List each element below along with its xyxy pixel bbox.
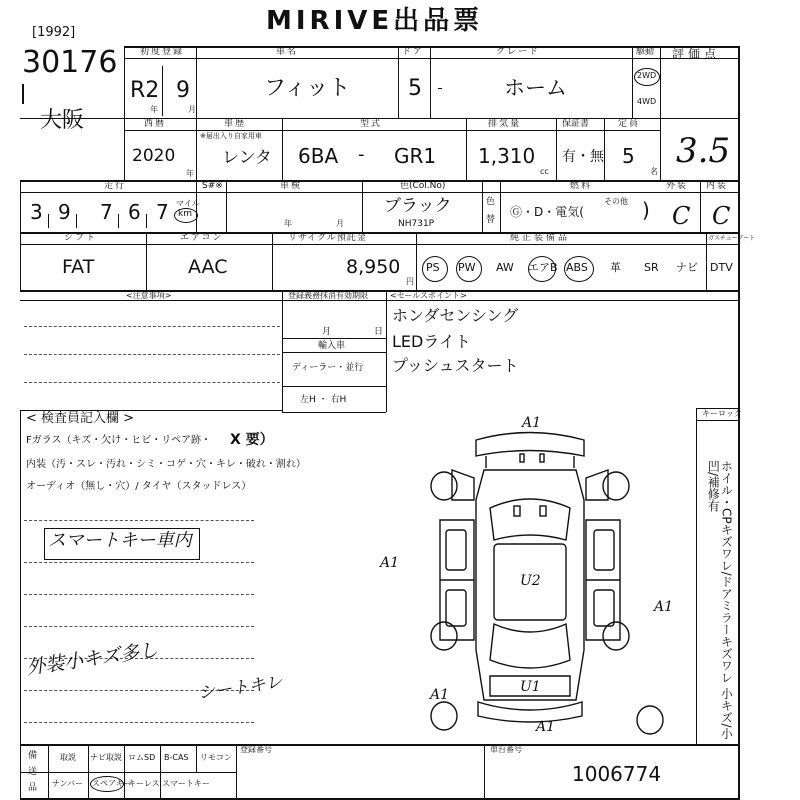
label-capacity: 定員 bbox=[618, 119, 641, 129]
mileage-digit: 7 bbox=[100, 200, 113, 224]
equipment-item: エアB bbox=[528, 261, 558, 274]
label-interior: 内装 bbox=[706, 181, 729, 191]
color-code: NH731P bbox=[398, 219, 435, 229]
reg-era: R2 bbox=[130, 78, 160, 103]
model-year-unit: 年 bbox=[186, 169, 194, 178]
inspection-interior: 内装（汚・スレ・汚れ・シミ・コゲ・穴・キレ・破れ・割れ） bbox=[26, 459, 306, 470]
label-car-name: 車名 bbox=[276, 47, 299, 57]
type-prefix: 6BA bbox=[298, 144, 339, 168]
label-color: 色(Col.No) bbox=[400, 181, 446, 191]
label-displacement: 排気量 bbox=[488, 119, 522, 129]
footer-label: 備 bbox=[28, 751, 38, 761]
color-change-top: 色 bbox=[486, 197, 496, 207]
footer-top-item: B-CAS bbox=[164, 753, 189, 762]
keylock-label: キーロック bbox=[702, 409, 742, 418]
warranty-value: 有・無 bbox=[562, 149, 604, 165]
footer-top-item: リモコン bbox=[200, 753, 232, 762]
inspection-audio: オーディオ（無し・穴）/ タイヤ（スタッドレス） bbox=[26, 481, 252, 492]
fuel-other: その他 bbox=[604, 197, 628, 206]
damage-mark: A1 bbox=[536, 719, 556, 735]
label-type: 型式 bbox=[360, 119, 383, 129]
chassis-number: 1006774 bbox=[572, 762, 662, 786]
label-score: 評価点 bbox=[672, 47, 721, 61]
footer-top-item: ナビ取説 bbox=[90, 753, 122, 762]
color-name: ブラック bbox=[384, 196, 452, 216]
expiry-month: 月 bbox=[322, 327, 332, 337]
equipment-item: PS bbox=[426, 261, 440, 274]
footer-bottom-item: スペアキー bbox=[92, 779, 132, 788]
color-change-bottom: 替 bbox=[486, 215, 496, 225]
damage-mark: A1 bbox=[430, 687, 450, 703]
inspection-title: < 検査員記入欄 > bbox=[26, 411, 135, 426]
reg-month-unit: 月 bbox=[188, 105, 196, 114]
km-unit: km bbox=[178, 209, 192, 219]
sales-point: プッシュスタート bbox=[392, 356, 519, 375]
dealer-option: ディーラー・並行 bbox=[292, 363, 364, 373]
exterior-grade: C bbox=[672, 202, 691, 230]
brand-title: MIRIVE出品票 bbox=[266, 6, 484, 36]
label-warranty: 保証書 bbox=[562, 119, 590, 129]
label-inspection: 車検 bbox=[280, 181, 303, 191]
equipment-item: AW bbox=[496, 261, 514, 274]
label-doors: ドア bbox=[402, 47, 424, 57]
caution-label: <注意事項> bbox=[126, 291, 172, 300]
damage-mark: A1 bbox=[654, 599, 674, 615]
mileage-digit: 3 bbox=[30, 200, 43, 224]
equipment-item: SR bbox=[644, 261, 659, 274]
aircon-value: AAC bbox=[188, 256, 228, 278]
expiry-day: 日 bbox=[374, 327, 384, 337]
mileage-digit: 7 bbox=[156, 200, 169, 224]
label-drive: 駆動 bbox=[636, 47, 655, 57]
score-value: 3.5 bbox=[676, 131, 731, 171]
label-fuel: 燃料 bbox=[570, 181, 593, 191]
region-name: 大阪 bbox=[40, 108, 85, 133]
register-label: 登録番号 bbox=[240, 745, 272, 754]
footer-label: 送 bbox=[28, 767, 38, 777]
handwritten-exterior-note: 外装小キズ多し bbox=[25, 638, 160, 680]
label-equipment: 純正装備品 bbox=[510, 233, 571, 243]
label-exterior: 外装 bbox=[666, 181, 689, 191]
import-label: 輸入車 bbox=[318, 341, 346, 351]
equipment-item: PW bbox=[458, 261, 476, 274]
label-aircon: エアコン bbox=[180, 233, 224, 243]
footer-bottom-item: ナンバー bbox=[52, 779, 84, 788]
expiry-label: 登録義務抹消有効期限 bbox=[288, 291, 368, 300]
type-dash: - bbox=[358, 144, 365, 165]
label-shift: シフト bbox=[64, 233, 98, 243]
label-grade: グレード bbox=[496, 47, 541, 57]
history-note: ※届出入り自家用車 bbox=[200, 132, 262, 140]
type-code: GR1 bbox=[394, 144, 437, 168]
sales-label: <セールスポイント> bbox=[390, 291, 467, 300]
label-registration: 初度登録 bbox=[140, 47, 185, 57]
label-navi-type: ガスチューブート bbox=[708, 235, 756, 242]
fuel-close: ) bbox=[642, 198, 650, 222]
smart-key-note: スマートキー車内 bbox=[48, 530, 192, 551]
drive-4wd: 4WD bbox=[637, 97, 657, 106]
damage-mark: U1 bbox=[520, 679, 541, 695]
footer-bottom-item: スマートキー bbox=[162, 779, 210, 788]
lot-number: 30176 bbox=[22, 45, 118, 80]
label-history: 車歴 bbox=[224, 119, 247, 129]
year-code: [1992] bbox=[32, 25, 76, 40]
model-year: 2020 bbox=[132, 146, 176, 166]
label-model-year: 西暦 bbox=[144, 119, 167, 129]
label-mileage: 走行 bbox=[104, 181, 127, 191]
interior-grade: C bbox=[712, 202, 731, 230]
door-count: 5 bbox=[408, 76, 422, 101]
mile-unit: マイル bbox=[176, 199, 200, 208]
handle-option: 左H ・ 右H bbox=[300, 395, 347, 405]
inspection-month-unit: 月 bbox=[336, 219, 344, 228]
displacement: 1,310 bbox=[478, 144, 536, 168]
reg-month: 9 bbox=[176, 78, 190, 103]
handwritten-seat-note: シートキレ bbox=[196, 672, 284, 704]
keylock-notes: ホイル・CPキズワレ/ドアミラーキズワレ 小キズ/小凹/補修有 bbox=[706, 460, 734, 740]
mileage-digit: 9 bbox=[58, 200, 71, 224]
footer-top-item: 取説 bbox=[60, 753, 76, 762]
inspection-year-unit: 年 bbox=[284, 219, 292, 228]
vehicle-history: レンタ bbox=[222, 148, 272, 168]
equipment-item: 革 bbox=[610, 261, 621, 274]
cc-unit: cc bbox=[540, 167, 549, 176]
damage-mark: A1 bbox=[522, 415, 542, 431]
damage-mark: A1 bbox=[380, 555, 400, 571]
equipment-item: DTV bbox=[710, 261, 733, 274]
sales-point: ホンダセンシング bbox=[392, 306, 519, 325]
chassis-label: 車台番号 bbox=[490, 745, 522, 754]
equipment-item: ABS bbox=[566, 261, 588, 274]
shift-value: FAT bbox=[62, 256, 95, 278]
recycle-value: 8,950 bbox=[346, 256, 401, 278]
fuel-value: Ⓖ・D・電気( bbox=[510, 205, 584, 219]
inspection-glass-mark: X 要） bbox=[230, 432, 274, 448]
sales-point: LEDライト bbox=[392, 332, 471, 351]
footer-label: 品 bbox=[28, 783, 38, 793]
capacity-value: 5 bbox=[622, 144, 635, 168]
grade-name: ホーム bbox=[504, 76, 567, 100]
damage-mark: U2 bbox=[520, 573, 541, 589]
equipment-item: ナビ bbox=[676, 261, 698, 274]
yen-unit: 円 bbox=[406, 277, 414, 286]
drive-2wd: 2WD bbox=[637, 71, 657, 80]
footer-top-item: ロムSD bbox=[128, 753, 156, 762]
mileage-digit: 6 bbox=[128, 200, 141, 224]
capacity-unit: 名 bbox=[650, 167, 658, 176]
car-name: フィット bbox=[264, 76, 351, 101]
footer-bottom-item: キーレス bbox=[128, 779, 160, 788]
label-meter: S#※ bbox=[202, 181, 223, 191]
label-recycle: リサイクル預託金 bbox=[288, 233, 367, 243]
reg-year-unit: 年 bbox=[150, 105, 158, 114]
inspection-glass: Fガラス（キズ・欠け・ヒビ・リペア跡・ bbox=[26, 435, 212, 446]
